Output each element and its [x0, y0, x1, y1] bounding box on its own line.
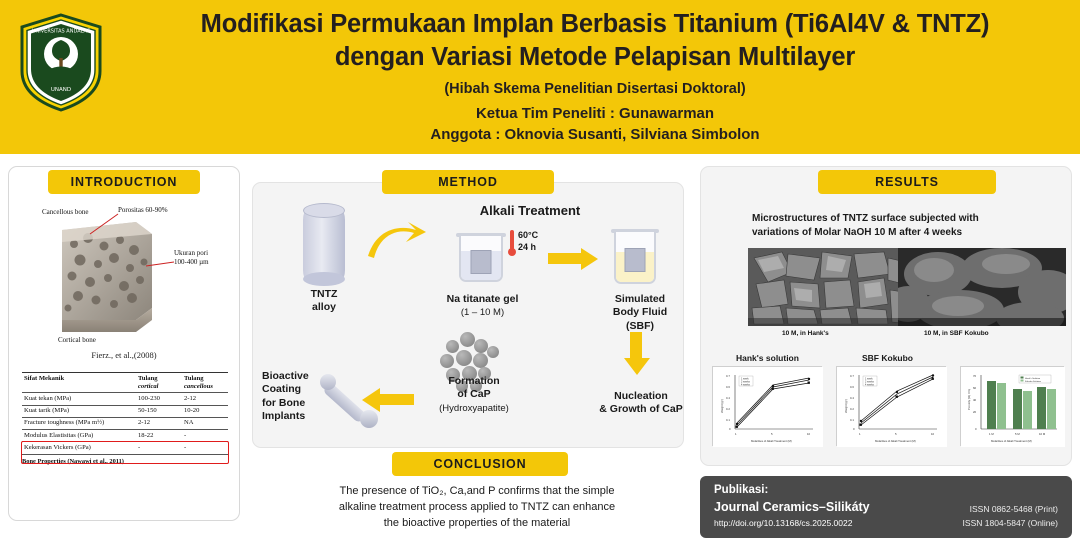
tntz-alloy-label: TNTZ alloy	[310, 288, 338, 314]
team-members: Anggota : Oknovia Susanti, Silviana Simbolon	[430, 126, 760, 144]
svg-text:0.6: 0.6	[850, 385, 854, 389]
svg-text:1 week: 1 week	[865, 377, 873, 381]
journal-name: Journal Ceramics–Silikáty	[714, 500, 870, 514]
cell-cancellous: 2-12	[182, 393, 228, 405]
duration-label: 24 h	[518, 242, 537, 252]
poster-header	[0, 0, 1080, 154]
bone-properties-table-wrapper	[22, 372, 228, 465]
svg-text:0: 0	[853, 427, 855, 431]
svg-text:0: 0	[975, 427, 977, 431]
svg-text:20: 20	[973, 410, 977, 414]
svg-text:1: 1	[735, 432, 737, 436]
sem-label-hanks: 10 M, in Hank's	[782, 330, 829, 337]
cell-property: Fracture toughness (MPa m½)	[22, 417, 136, 429]
svg-text:0.2: 0.2	[726, 407, 730, 411]
poster-subtitle: (Hibah Skema Penelitian Disertasi Doktoral)	[444, 81, 746, 98]
figure-caption: Fierz., et al.,(2008)	[91, 350, 157, 360]
cell-cortical: 50-150	[136, 405, 182, 417]
poster-title-line-2: dengan Variasi Metode Pelapisan Multilayer	[334, 43, 856, 72]
svg-text:Molarities of Alkali Treatment: Molarities of Alkali Treatment (M)	[875, 439, 916, 443]
svg-text:2 weeks: 2 weeks	[741, 380, 750, 384]
col-header-cancellous: Tulang cancellous	[182, 373, 228, 393]
svg-text:5: 5	[895, 432, 897, 436]
issn-print: ISSN 0862-5468 (Print)	[969, 504, 1058, 514]
bone-structure-figure	[24, 200, 224, 345]
arrow-alloy-to-gel	[364, 222, 426, 271]
svg-text:0.1: 0.1	[726, 418, 730, 422]
table-row-highlighted	[22, 430, 228, 442]
results-caption: Microstructures of TNTZ surface subjected with variations of Molar NaOH 10 M after 4 weeks	[752, 213, 979, 238]
svg-text:5: 5	[771, 432, 773, 436]
svg-text:0.1: 0.1	[850, 418, 854, 422]
na-titanate-gel-beaker	[459, 236, 503, 282]
table-row	[22, 417, 228, 429]
svg-text:1 week: 1 week	[741, 377, 749, 381]
svg-text:Hank's Solution: Hank's Solution	[1025, 377, 1041, 380]
svg-text:Weight (gr): Weight (gr)	[720, 399, 724, 413]
svg-text:1 M: 1 M	[989, 432, 994, 436]
university-logo	[18, 13, 104, 113]
svg-text:10 M: 10 M	[1039, 432, 1046, 436]
svg-text:4 weeks: 4 weeks	[865, 383, 874, 387]
svg-text:0.4: 0.4	[726, 396, 730, 400]
cell-cancellous: 10-20	[182, 405, 228, 417]
svg-text:UNAND: UNAND	[50, 87, 72, 93]
svg-text:0.4: 0.4	[850, 396, 854, 400]
cell-cortical: 18-22	[136, 430, 182, 442]
svg-text:Cortical bone: Cortical bone	[58, 336, 96, 344]
svg-text:0: 0	[729, 427, 731, 431]
svg-text:100-400 µm: 100-400 µm	[174, 258, 209, 266]
svg-text:0.2: 0.2	[850, 407, 854, 411]
table-row	[22, 393, 228, 405]
col-header-cortical: Tulang cortical	[136, 373, 182, 393]
svg-text:UNIVERSITAS ANDALAS: UNIVERSITAS ANDALAS	[31, 28, 91, 35]
arrow-gel-to-sbf	[548, 248, 598, 275]
temperature-label: 60°C	[518, 230, 539, 240]
svg-text:Porositas 60-90%: Porositas 60-90%	[118, 206, 168, 214]
cell-property: Kekerasan Vickers (GPa)	[22, 442, 136, 454]
conclusion-text: The presence of TiO₂, Ca,and P confirms that the simple alkaline treatment process applied to TNTZ can enhance the bioactive properties of the material	[338, 485, 616, 529]
nucleation-label: Nucleation & Growth of CaP	[599, 390, 683, 416]
cell-cortical: -	[136, 442, 182, 454]
cap-formation-label: Formation of CaP (Hydroxyapatite)	[439, 375, 509, 414]
chart-sbf-kokubo	[836, 366, 946, 446]
svg-text:0.6: 0.6	[726, 385, 730, 389]
cell-property: Modulus Elastisitas (GPa)	[22, 430, 136, 442]
cell-property: Kuat tarik (MPa)	[22, 405, 136, 417]
svg-text:5 M: 5 M	[1015, 432, 1020, 436]
svg-text:Molarities of Alkali Treatment: Molarities of Alkali Treatment (M)	[991, 439, 1032, 443]
doi-link[interactable]: http://doi.org/10.13168/cs.2025.0022	[714, 518, 853, 528]
table-row	[22, 442, 228, 454]
svg-text:Cancellous bone: Cancellous bone	[42, 208, 89, 216]
sbf-beaker	[614, 232, 656, 284]
sem-image-sbf	[898, 248, 1066, 326]
cell-cortical: 2-12	[136, 417, 182, 429]
col-header-property: Sifat Mekanik	[22, 373, 136, 393]
svg-text:Porosity (%) / Pq: Porosity (%) / Pq	[967, 389, 971, 410]
svg-text:Ukuran pori: Ukuran pori	[174, 249, 209, 257]
svg-text:0.7: 0.7	[850, 374, 854, 378]
sem-image-hanks	[748, 248, 916, 326]
arrow-sbf-to-nucleation	[622, 330, 660, 381]
table-row	[22, 405, 228, 417]
thermometer-icon	[508, 230, 516, 256]
chart-hanks-solution	[712, 366, 822, 446]
lead-researcher: Ketua Tim Peneliti : Gunawarman	[475, 105, 715, 123]
svg-text:4 weeks: 4 weeks	[741, 383, 750, 387]
tntz-alloy-cylinder	[303, 203, 345, 285]
alkali-treatment-label: Alkali Treatment	[479, 203, 581, 218]
cell-property: Kuat tekan (MPa)	[22, 393, 136, 405]
svg-text:Molarities of Alkali Treatment: Molarities of Alkali Treatment (M)	[751, 439, 792, 443]
publication-panel	[700, 476, 1072, 538]
conclusion-heading: CONCLUSION	[392, 452, 568, 476]
cell-cancellous: -	[182, 430, 228, 442]
svg-text:40: 40	[973, 398, 977, 402]
svg-text:Weight (gr): Weight (gr)	[844, 399, 848, 413]
cell-cortical: 100-230	[136, 393, 182, 405]
poster-title-line-1: Modifikasi Permukaan Implan Berbasis Titanium (Ti6Al4V & TNTZ)	[200, 10, 990, 38]
method-heading: METHOD	[382, 170, 554, 194]
bioactive-coating-label: Bioactive Coating for Bone Implants	[262, 370, 309, 423]
chart-porosity-bars	[960, 366, 1064, 446]
plot-title-sbf: SBF Kokubo	[862, 353, 913, 363]
svg-text:0.7: 0.7	[726, 374, 730, 378]
svg-text:Kokubo Solution: Kokubo Solution	[1025, 381, 1041, 383]
table-source: Bone Properties (Nawawi et al., 2011)	[22, 457, 124, 465]
introduction-heading: INTRODUCTION	[48, 170, 200, 194]
cell-cancellous: NA	[182, 417, 228, 429]
svg-text:60: 60	[973, 386, 977, 390]
results-heading: RESULTS	[818, 170, 996, 194]
cell-cancellous: -	[182, 442, 228, 454]
svg-text:10: 10	[931, 432, 935, 436]
header-divider	[0, 154, 1080, 159]
bone-properties-table	[22, 372, 228, 455]
svg-text:1: 1	[859, 432, 861, 436]
plot-title-hanks: Hank's solution	[736, 353, 799, 363]
na-titanate-gel-label: Na titanate gel (1 – 10 M)	[446, 293, 519, 319]
svg-text:2 weeks: 2 weeks	[865, 380, 874, 384]
publication-heading: Publikasi:	[714, 484, 769, 496]
svg-text:10: 10	[807, 432, 811, 436]
issn-online: ISSN 1804-5847 (Online)	[962, 518, 1058, 528]
svg-text:70: 70	[973, 374, 977, 378]
sbf-label: Simulated Body Fluid (SBF)	[612, 293, 668, 332]
sem-label-sbf: 10 M, in SBF Kokubo	[924, 330, 989, 337]
table-header-row	[22, 373, 228, 393]
